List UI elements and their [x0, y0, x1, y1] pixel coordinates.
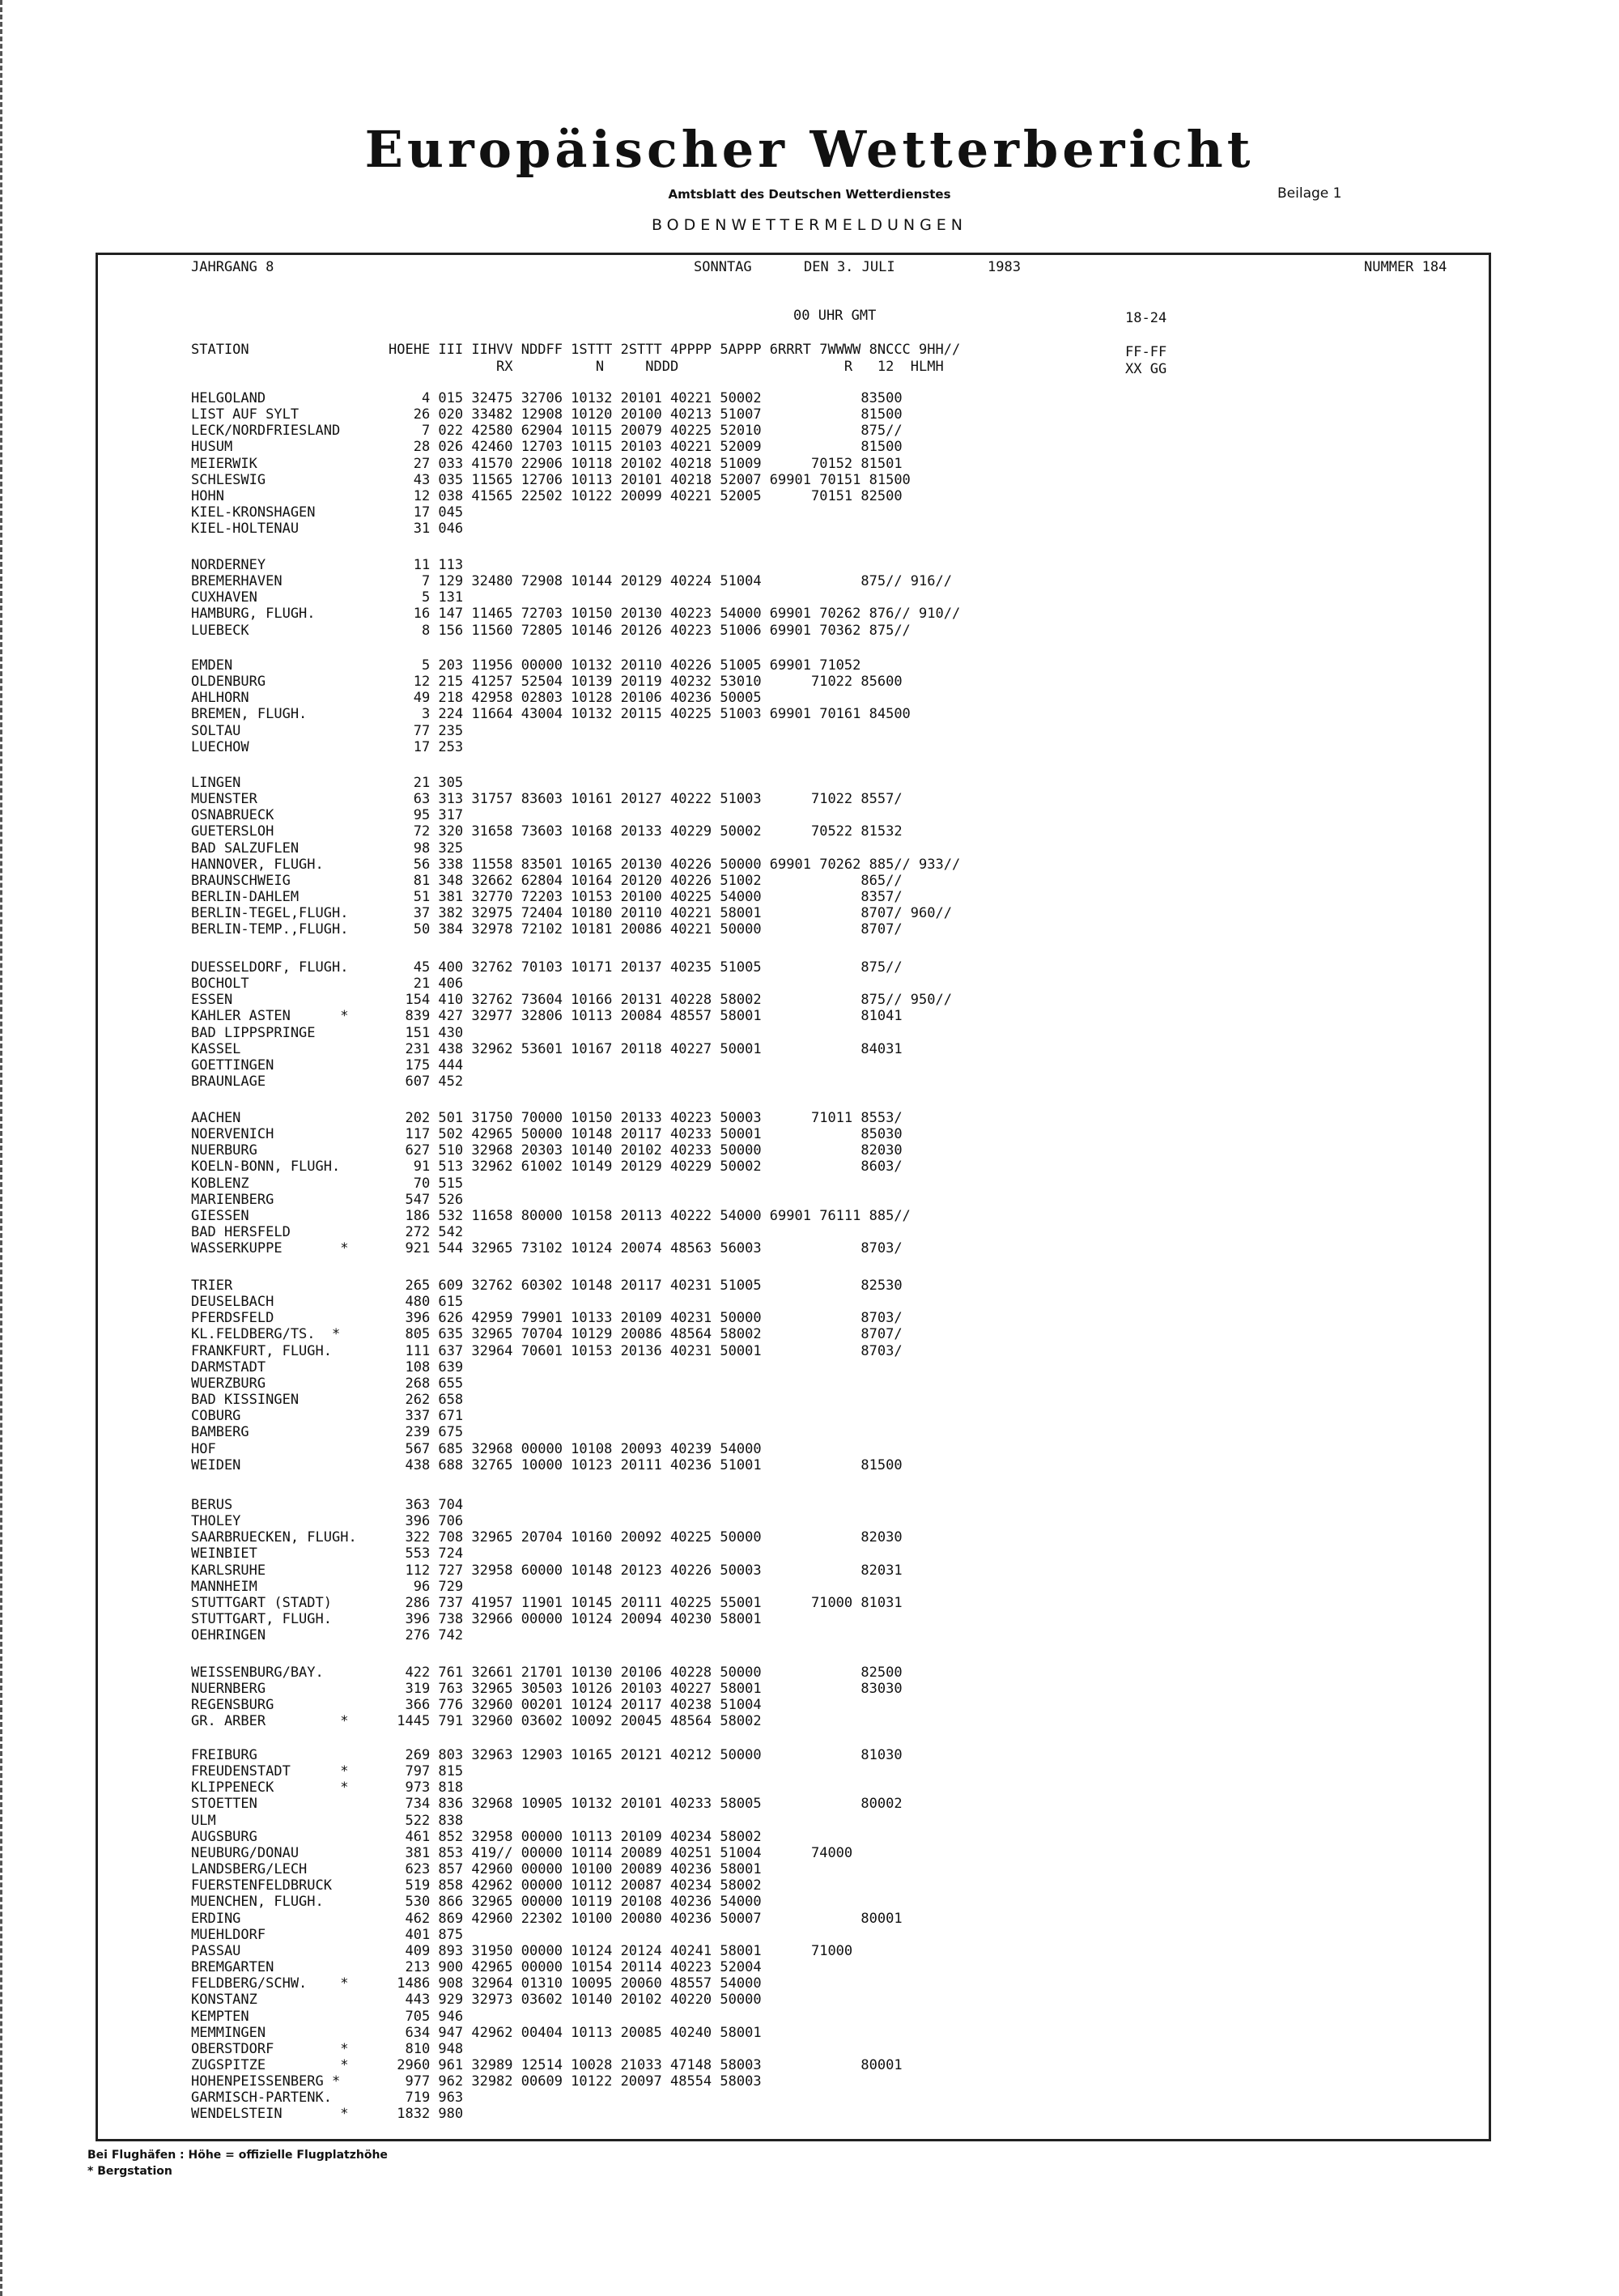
station-group-labels: DUESSELDORF, FLUGH. BOCHOLT ESSEN KAHLER ASTEN * BAD LIPPSPRINGE KASSEL GOETTINGEN BRAUNLAGE: [191, 959, 349, 1091]
observation-time: 00 UHR GMT: [793, 308, 877, 324]
station-group-labels: FREIBURG FREUDENSTADT * KLIPPENECK * STOETTEN ULM AUGSBURG NEUBURG/DONAU LANDSBERG/LECH FUERSTENFELDBRUCK MUENCHEN, FLUGH. ERDING MUEHLDORF PASSAU BREMGARTEN FELDBERG/SCHW. * KONSTANZ KEMPTEN MEMMINGEN OBERSTDORF * ZUGSPITZE * HOHENPEISSENBERG * GARMISCH-PARTENK. WENDELSTEIN *: [191, 1747, 349, 2123]
code-column-header: HOEHE III IIHVV NDDFF 1STTT 2STTT 4PPPP 5APPP 6RRRT 7WWWW 8NCCC 9HH//: [389, 342, 961, 358]
station-group-labels: EMDEN OLDENBURG AHLHORN BREMEN, FLUGH. SOLTAU LUECHOW: [191, 657, 308, 755]
station-group-data: 45 400 32762 70103 10171 20137 40235 51005 875// 21 406 154 410 32762 73604 10166 20131 40228 58002 875// 950// 839 427 32977 32806 10113 20084 48557 58001 81041 151 430 231 438 32962 53601 10167 20118 40227 50001 84031 175 444 607 452: [405, 959, 952, 1091]
station-group-data: 11 113 7 129 32480 72908 10144 20129 40224 51004 875// 916// 5 131 16 147 11465 72703 10150 20130 40223 54000 69901 70262 876// 910// 8 156 11560 72805 10146 20126 40223 51006 69901 70362 875//: [413, 557, 961, 639]
station-group-labels: LINGEN MUENSTER OSNABRUECK GUETERSLOH BAD SALZUFLEN HANNOVER, FLUGH. BRAUNSCHWEIG BERLIN-DAHLEM BERLIN-TEGEL,FLUGH. BERLIN-TEMP.,FLUGH.: [191, 775, 349, 938]
station-group-data: 5 203 11956 00000 10132 20110 40226 51005 69901 71052 12 215 41257 52504 10139 20119 40232 53010 71022 85600 49 218 42958 02803 10128 20106 40236 50005 3 224 11664 43004 10132 20115 40225 51003 69901 70161 84500 77 235 17 253: [413, 657, 911, 755]
page-subtitle: Amtsblatt des Deutschen Wetterdienstes: [668, 187, 951, 202]
wind-column-header: FF-FF: [1125, 344, 1167, 360]
footnote-mountain-station: * Bergstation: [87, 2165, 172, 2178]
station-group-labels: TRIER DEUSELBACH PFERDSFELD KL.FELDBERG/TS. * FRANKFURT, FLUGH. DARMSTADT WUERZBURG BAD KISSINGEN COBURG BAMBERG HOF WEIDEN: [191, 1278, 341, 1473]
code-column-subheader: RX N NDDD R 12 HLMH: [389, 359, 944, 375]
date: DEN 3. JULI: [804, 259, 895, 275]
station-group-data: 363 704 396 706 322 708 32965 20704 10160 20092 40225 50000 82030 553 724 112 727 32958 60000 10148 20123 40226 50003 82031 96 729 286 737 41957 11901 10145 20111 40225 55001 71000 81031 396 738 32966 00000 10124 20094 40230 58001 276 742: [405, 1497, 903, 1644]
station-group-labels: NORDERNEY BREMERHAVEN CUXHAVEN HAMBURG, FLUGH. LUEBECK: [191, 557, 316, 639]
section-title: BODENWETTERMELDUNGEN: [651, 216, 968, 234]
station-column-header: STATION: [191, 342, 249, 358]
year: 1983: [988, 259, 1021, 275]
issue-number: NUMMER 184: [1364, 259, 1447, 275]
station-group-labels: WEISSENBURG/BAY. NUERNBERG REGENSBURG GR. ARBER *: [191, 1665, 349, 1730]
footnote-airport-height: Bei Flughäfen : Höhe = offizielle Flugplatzhöhe: [87, 2149, 388, 2162]
station-group-labels: BERUS THOLEY SAARBRUECKEN, FLUGH. WEINBIET KARLSRUHE MANNHEIM STUTTGART (STADT) STUTTGART, FLUGH. OEHRINGEN: [191, 1497, 357, 1644]
page-title: Europäischer Wetterbericht: [364, 120, 1255, 179]
wind-column-subheader: XX GG: [1125, 361, 1167, 377]
page-edge-perforation: [0, 0, 7, 2296]
station-group-labels: HELGOLAND LIST AUF SYLT LECK/NORDFRIESLAND HUSUM MEIERWIK SCHLESWIG HOHN KIEL-KRONSHAGEN KIEL-HOLTENAU: [191, 390, 341, 538]
station-group-data: 202 501 31750 70000 10150 20133 40223 50003 71011 8553/ 117 502 42965 50000 10148 20117 40233 50001 85030 627 510 32968 20303 10140 20102 40233 50000 82030 91 513 32962 61002 10149 20129 40229 50002 8603/ 70 515 547 526 186 532 11658 80000 10158 20113 40222 54000 69901 76111 885// 272 542 921 544 32965 73102 10124 20074 48563 56003 8703/: [405, 1110, 911, 1257]
beilage-label: Beilage 1: [1277, 185, 1342, 202]
station-group-data: 21 305 63 313 31757 83603 10161 20127 40222 51003 71022 8557/ 95 317 72 320 31658 73603 10168 20133 40229 50002 70522 81532 98 325 56 338 11558 83501 10165 20130 40226 50000 69901 70262 885// 933// 81 348 32662 62804 10164 20120 40226 51002 865// 51 381 32770 72203 10153 20100 40225 54000 8357/ 37 382 32975 72404 10180 20110 40221 58001 8707/ 960// 50 384 32978 72102 10181 20086 40221 50000 8707/: [413, 775, 961, 938]
weekday: SONNTAG: [694, 259, 752, 275]
station-group-data: 269 803 32963 12903 10165 20121 40212 50000 81030 797 815 973 818 734 836 32968 10905 10132 20101 40233 58005 80002 522 838 461 852 32958 00000 10113 20109 40234 58002 381 853 419// 00000 10114 20089 40251 51004 74000 623 857 42960 00000 10100 20089 40236 58001 519 858 42962 00000 10112 20087 40234 58002 530 866 32965 00000 10119 20108 40236 54000 462 869 42960 22302 10100 20080 40236 50007 80001 401 875 409 893 31950 00000 10124 20124 40241 58001 71000 213 900 42965 00000 10154 20114 40223 52004 1486 908 32964 01310 10095 20060 48557 54000 443 929 32973 03602 10140 20102 40220 50000 705 946 634 947 42962 00404 10113 20085 40240 58001 810 948 2960 961 32989 12514 10028 21033 47148 58003 80001 977 962 32982 00609 10122 20097 48554 58003 719 963 1832 980: [397, 1747, 903, 2123]
station-group-data: 265 609 32762 60302 10148 20117 40231 51005 82530 480 615 396 626 42959 79901 10133 20109 40231 50000 8703/ 805 635 32965 70704 10129 20086 48564 58002 8707/ 111 637 32964 70601 10153 20136 40231 50001 8703/ 108 639 268 655 262 658 337 671 239 675 567 685 32968 00000 10108 20093 40239 54000 438 688 32765 10000 10123 20111 40236 51001 81500: [405, 1278, 903, 1473]
jahrgang: JAHRGANG 8: [191, 259, 274, 275]
station-group-data: 4 015 32475 32706 10132 20101 40221 50002 83500 26 020 33482 12908 10120 20100 40213 51007 81500 7 022 42580 62904 10115 20079 40225 52010 875// 28 026 42460 12703 10115 20103 40221 52009 81500 27 033 41570 22906 10118 20102 40218 51009 70152 81501 43 035 11565 12706 10113 20101 40218 52007 69901 70151 81500 12 038 41565 22502 10122 20099 40221 52005 70151 82500 17 045 31 046: [413, 390, 911, 538]
period-label: 18-24: [1125, 310, 1167, 326]
station-group-data: 422 761 32661 21701 10130 20106 40228 50000 82500 319 763 32965 30503 10126 20103 40227 58001 83030 366 776 32960 00201 10124 20117 40238 51004 1445 791 32960 03602 10092 20045 48564 58002: [397, 1665, 903, 1730]
station-group-labels: AACHEN NOERVENICH NUERBURG KOELN-BONN, FLUGH. KOBLENZ MARIENBERG GIESSEN BAD HERSFELD WASSERKUPPE *: [191, 1110, 349, 1257]
